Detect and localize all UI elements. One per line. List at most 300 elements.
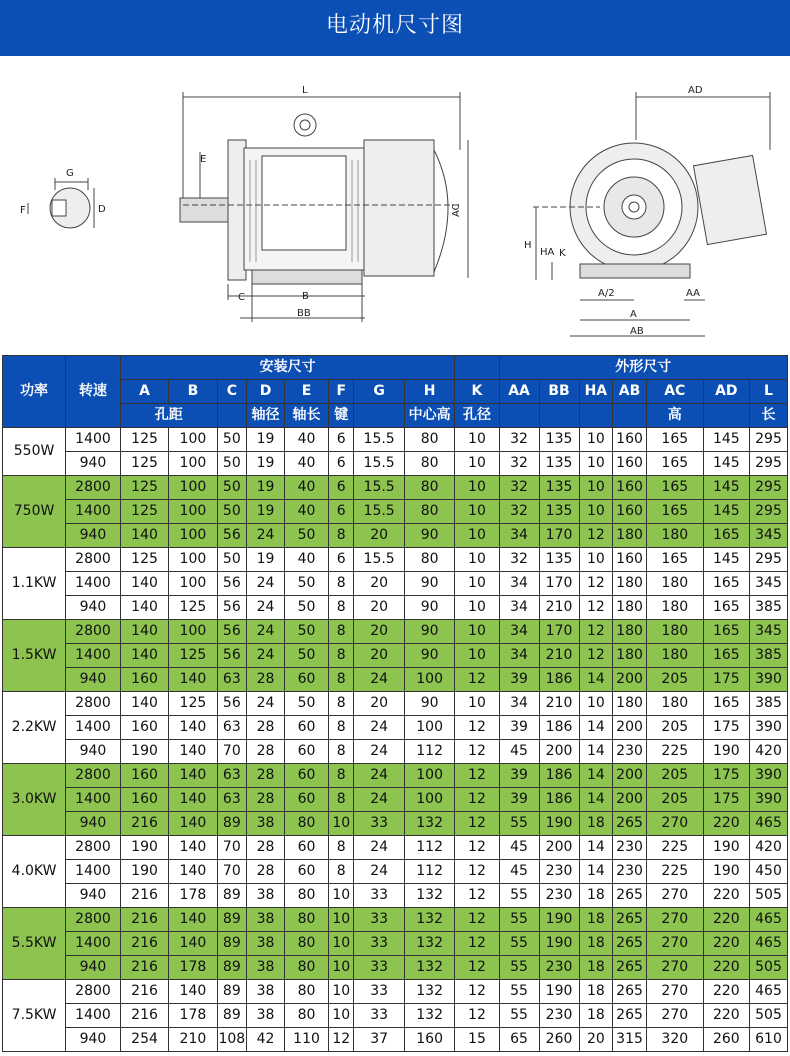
value-cell: 12 xyxy=(455,764,499,788)
value-cell: 165 xyxy=(703,644,749,668)
value-cell: 28 xyxy=(247,764,285,788)
value-cell: 140 xyxy=(120,644,168,668)
value-cell: 125 xyxy=(169,644,217,668)
value-cell: 420 xyxy=(749,740,787,764)
value-cell: 230 xyxy=(539,1004,579,1028)
table-row xyxy=(3,548,788,572)
value-cell: 55 xyxy=(499,980,539,1004)
value-cell: 18 xyxy=(579,956,613,980)
value-cell: 295 xyxy=(749,548,787,572)
value-cell: 33 xyxy=(354,908,405,932)
table-row xyxy=(3,620,788,644)
value-cell: 32 xyxy=(499,476,539,500)
table-row xyxy=(3,500,788,524)
value-cell: 165 xyxy=(646,548,703,572)
sub-zhongxingao: 中心高 xyxy=(404,404,455,428)
value-cell: 90 xyxy=(404,692,455,716)
value-cell: 89 xyxy=(217,1004,246,1028)
value-cell: 12 xyxy=(455,1004,499,1028)
table-row xyxy=(3,932,788,956)
sub-jian: 键 xyxy=(329,404,354,428)
header-install-size: 安装尺寸 xyxy=(120,356,455,380)
value-cell: 216 xyxy=(120,812,168,836)
value-cell: 345 xyxy=(749,620,787,644)
value-cell: 34 xyxy=(499,644,539,668)
value-cell: 28 xyxy=(247,740,285,764)
value-cell: 8 xyxy=(329,524,354,548)
sub-kongjing: 孔径 xyxy=(455,404,499,428)
value-cell: 12 xyxy=(455,908,499,932)
value-cell: 345 xyxy=(749,572,787,596)
value-cell: 100 xyxy=(404,788,455,812)
value-cell: 390 xyxy=(749,668,787,692)
value-cell: 10 xyxy=(455,500,499,524)
value-cell: 24 xyxy=(354,788,405,812)
power-cell: 5.5KW xyxy=(3,908,66,980)
value-cell: 165 xyxy=(703,524,749,548)
column-header-g: G xyxy=(354,380,405,404)
value-cell: 80 xyxy=(284,932,328,956)
value-cell: 216 xyxy=(120,932,168,956)
dim-label-c: C xyxy=(238,292,245,303)
value-cell: 145 xyxy=(703,452,749,476)
value-cell: 125 xyxy=(169,596,217,620)
motor-dimension-drawing xyxy=(0,56,790,354)
value-cell: 100 xyxy=(169,524,217,548)
value-cell: 90 xyxy=(404,620,455,644)
value-cell: 50 xyxy=(284,596,328,620)
value-cell: 8 xyxy=(329,716,354,740)
value-cell: 180 xyxy=(613,644,647,668)
table-row xyxy=(3,740,788,764)
value-cell: 6 xyxy=(329,452,354,476)
value-cell: 265 xyxy=(613,932,647,956)
value-cell: 24 xyxy=(247,524,285,548)
value-cell: 135 xyxy=(539,548,579,572)
value-cell: 12 xyxy=(455,716,499,740)
speed-cell: 1400 xyxy=(66,500,121,524)
value-cell: 50 xyxy=(284,524,328,548)
value-cell: 140 xyxy=(169,788,217,812)
value-cell: 56 xyxy=(217,596,246,620)
speed-cell: 1400 xyxy=(66,788,121,812)
table-row xyxy=(3,476,788,500)
shaft-section-view xyxy=(20,168,106,228)
value-cell: 260 xyxy=(539,1028,579,1052)
value-cell: 186 xyxy=(539,764,579,788)
value-cell: 55 xyxy=(499,812,539,836)
sub-zhouchang: 轴长 xyxy=(284,404,328,428)
table-row xyxy=(3,644,788,668)
value-cell: 34 xyxy=(499,524,539,548)
value-cell: 10 xyxy=(329,812,354,836)
column-header-f: F xyxy=(329,380,354,404)
value-cell: 220 xyxy=(703,884,749,908)
dim-label-b: B xyxy=(302,291,309,302)
value-cell: 265 xyxy=(613,1004,647,1028)
value-cell: 14 xyxy=(579,788,613,812)
value-cell: 180 xyxy=(646,596,703,620)
value-cell: 165 xyxy=(703,572,749,596)
value-cell: 186 xyxy=(539,668,579,692)
value-cell: 465 xyxy=(749,980,787,1004)
dim-label-a-half: A/2 xyxy=(598,288,615,299)
value-cell: 254 xyxy=(120,1028,168,1052)
column-header-a: A xyxy=(120,380,168,404)
value-cell: 160 xyxy=(120,716,168,740)
speed-cell: 940 xyxy=(66,596,121,620)
value-cell: 19 xyxy=(247,500,285,524)
table-row xyxy=(3,764,788,788)
value-cell: 160 xyxy=(404,1028,455,1052)
value-cell: 8 xyxy=(329,740,354,764)
value-cell: 190 xyxy=(539,812,579,836)
value-cell: 60 xyxy=(284,764,328,788)
table-row xyxy=(3,908,788,932)
value-cell: 190 xyxy=(120,836,168,860)
value-cell: 56 xyxy=(217,692,246,716)
value-cell: 32 xyxy=(499,500,539,524)
table-row xyxy=(3,860,788,884)
value-cell: 390 xyxy=(749,764,787,788)
column-header-e: E xyxy=(284,380,328,404)
value-cell: 56 xyxy=(217,572,246,596)
value-cell: 200 xyxy=(613,716,647,740)
value-cell: 45 xyxy=(499,836,539,860)
value-cell: 140 xyxy=(169,908,217,932)
value-cell: 180 xyxy=(646,620,703,644)
value-cell: 265 xyxy=(613,884,647,908)
table-row xyxy=(3,668,788,692)
value-cell: 6 xyxy=(329,548,354,572)
value-cell: 315 xyxy=(613,1028,647,1052)
sub-chang: 长 xyxy=(749,404,787,428)
speed-cell: 1400 xyxy=(66,716,121,740)
value-cell: 38 xyxy=(247,1004,285,1028)
value-cell: 220 xyxy=(703,812,749,836)
speed-cell: 2800 xyxy=(66,476,121,500)
table-row xyxy=(3,452,788,476)
speed-cell: 2800 xyxy=(66,980,121,1004)
value-cell: 50 xyxy=(284,572,328,596)
value-cell: 20 xyxy=(354,692,405,716)
speed-cell: 940 xyxy=(66,956,121,980)
value-cell: 19 xyxy=(247,548,285,572)
value-cell: 24 xyxy=(247,620,285,644)
speed-cell: 2800 xyxy=(66,764,121,788)
value-cell: 295 xyxy=(749,500,787,524)
header-outline-size: 外形尺寸 xyxy=(499,356,787,380)
value-cell: 140 xyxy=(120,692,168,716)
value-cell: 10 xyxy=(579,548,613,572)
sub-gao: 高 xyxy=(646,404,703,428)
value-cell: 180 xyxy=(613,524,647,548)
value-cell: 15 xyxy=(455,1028,499,1052)
table-row xyxy=(3,812,788,836)
value-cell: 20 xyxy=(354,644,405,668)
value-cell: 10 xyxy=(455,452,499,476)
value-cell: 145 xyxy=(703,476,749,500)
value-cell: 20 xyxy=(579,1028,613,1052)
value-cell: 60 xyxy=(284,740,328,764)
power-cell: 1.1KW xyxy=(3,548,66,620)
value-cell: 112 xyxy=(404,836,455,860)
page-title: 电动机尺寸图 xyxy=(0,0,790,56)
column-header-d: D xyxy=(247,380,285,404)
speed-cell: 1400 xyxy=(66,644,121,668)
header-speed: 转速 xyxy=(66,356,121,428)
value-cell: 60 xyxy=(284,668,328,692)
motor-front-view xyxy=(524,85,770,337)
value-cell: 230 xyxy=(613,860,647,884)
value-cell: 132 xyxy=(404,812,455,836)
motor-side-view xyxy=(180,85,468,322)
value-cell: 10 xyxy=(455,572,499,596)
value-cell: 180 xyxy=(613,620,647,644)
value-cell: 160 xyxy=(613,428,647,452)
value-cell: 40 xyxy=(284,452,328,476)
value-cell: 265 xyxy=(613,956,647,980)
value-cell: 270 xyxy=(646,932,703,956)
value-cell: 24 xyxy=(354,740,405,764)
value-cell: 295 xyxy=(749,476,787,500)
value-cell: 55 xyxy=(499,932,539,956)
value-cell: 140 xyxy=(169,980,217,1004)
dim-label-e: E xyxy=(200,154,207,165)
value-cell: 19 xyxy=(247,452,285,476)
value-cell: 24 xyxy=(247,692,285,716)
table-row xyxy=(3,596,788,620)
value-cell: 8 xyxy=(329,620,354,644)
value-cell: 140 xyxy=(169,860,217,884)
value-cell: 50 xyxy=(217,500,246,524)
value-cell: 132 xyxy=(404,932,455,956)
value-cell: 34 xyxy=(499,596,539,620)
value-cell: 230 xyxy=(539,860,579,884)
value-cell: 10 xyxy=(579,452,613,476)
value-cell: 15.5 xyxy=(354,500,405,524)
value-cell: 260 xyxy=(703,1028,749,1052)
value-cell: 100 xyxy=(404,668,455,692)
value-cell: 10 xyxy=(455,620,499,644)
value-cell: 55 xyxy=(499,884,539,908)
value-cell: 18 xyxy=(579,980,613,1004)
value-cell: 10 xyxy=(455,476,499,500)
value-cell: 125 xyxy=(120,428,168,452)
value-cell: 140 xyxy=(120,620,168,644)
value-cell: 65 xyxy=(499,1028,539,1052)
value-cell: 50 xyxy=(217,452,246,476)
value-cell: 19 xyxy=(247,476,285,500)
value-cell: 8 xyxy=(329,860,354,884)
value-cell: 112 xyxy=(404,740,455,764)
value-cell: 8 xyxy=(329,644,354,668)
value-cell: 10 xyxy=(455,548,499,572)
value-cell: 24 xyxy=(354,764,405,788)
value-cell: 140 xyxy=(120,524,168,548)
value-cell: 80 xyxy=(284,980,328,1004)
power-cell: 3.0KW xyxy=(3,764,66,836)
column-header-b: B xyxy=(169,380,217,404)
value-cell: 89 xyxy=(217,956,246,980)
value-cell: 45 xyxy=(499,860,539,884)
value-cell: 270 xyxy=(646,908,703,932)
column-header-ab: AB xyxy=(613,380,647,404)
value-cell: 225 xyxy=(646,836,703,860)
value-cell: 8 xyxy=(329,668,354,692)
value-cell: 20 xyxy=(354,596,405,620)
dim-label-h: H xyxy=(524,240,532,251)
value-cell: 38 xyxy=(247,932,285,956)
value-cell: 200 xyxy=(613,764,647,788)
value-cell: 210 xyxy=(539,596,579,620)
value-cell: 200 xyxy=(539,836,579,860)
value-cell: 145 xyxy=(703,548,749,572)
value-cell: 70 xyxy=(217,836,246,860)
value-cell: 15.5 xyxy=(354,452,405,476)
value-cell: 10 xyxy=(455,428,499,452)
value-cell: 270 xyxy=(646,884,703,908)
value-cell: 100 xyxy=(169,452,217,476)
value-cell: 60 xyxy=(284,860,328,884)
value-cell: 112 xyxy=(404,860,455,884)
dim-label-g: G xyxy=(66,168,74,179)
value-cell: 200 xyxy=(613,668,647,692)
value-cell: 100 xyxy=(169,548,217,572)
value-cell: 20 xyxy=(354,524,405,548)
value-cell: 450 xyxy=(749,860,787,884)
value-cell: 38 xyxy=(247,812,285,836)
value-cell: 90 xyxy=(404,572,455,596)
value-cell: 80 xyxy=(404,476,455,500)
value-cell: 38 xyxy=(247,980,285,1004)
value-cell: 170 xyxy=(539,572,579,596)
value-cell: 63 xyxy=(217,716,246,740)
value-cell: 55 xyxy=(499,1004,539,1028)
value-cell: 20 xyxy=(354,572,405,596)
value-cell: 28 xyxy=(247,668,285,692)
value-cell: 12 xyxy=(455,980,499,1004)
value-cell: 18 xyxy=(579,908,613,932)
value-cell: 230 xyxy=(613,836,647,860)
value-cell: 12 xyxy=(329,1028,354,1052)
table-row xyxy=(3,788,788,812)
value-cell: 175 xyxy=(703,668,749,692)
table-row xyxy=(3,524,788,548)
value-cell: 125 xyxy=(120,548,168,572)
value-cell: 33 xyxy=(354,1004,405,1028)
value-cell: 50 xyxy=(217,476,246,500)
value-cell: 205 xyxy=(646,716,703,740)
value-cell: 216 xyxy=(120,1004,168,1028)
value-cell: 216 xyxy=(120,908,168,932)
speed-cell: 2800 xyxy=(66,692,121,716)
speed-cell: 940 xyxy=(66,812,121,836)
value-cell: 34 xyxy=(499,572,539,596)
value-cell: 160 xyxy=(120,788,168,812)
value-cell: 200 xyxy=(613,788,647,812)
value-cell: 80 xyxy=(284,812,328,836)
value-cell: 45 xyxy=(499,740,539,764)
column-header-h: H xyxy=(404,380,455,404)
value-cell: 60 xyxy=(284,836,328,860)
value-cell: 80 xyxy=(284,956,328,980)
dim-label-a: A xyxy=(630,309,637,320)
value-cell: 180 xyxy=(646,572,703,596)
value-cell: 15.5 xyxy=(354,428,405,452)
value-cell: 175 xyxy=(703,788,749,812)
value-cell: 140 xyxy=(169,668,217,692)
value-cell: 50 xyxy=(217,548,246,572)
value-cell: 265 xyxy=(613,980,647,1004)
power-cell: 1.5KW xyxy=(3,620,66,692)
value-cell: 165 xyxy=(703,692,749,716)
value-cell: 14 xyxy=(579,836,613,860)
value-cell: 125 xyxy=(169,692,217,716)
value-cell: 100 xyxy=(169,476,217,500)
column-header-l: L xyxy=(749,380,787,404)
column-header-ac: AC xyxy=(646,380,703,404)
value-cell: 10 xyxy=(329,980,354,1004)
table-row xyxy=(3,956,788,980)
value-cell: 18 xyxy=(579,884,613,908)
value-cell: 10 xyxy=(455,644,499,668)
value-cell: 50 xyxy=(217,428,246,452)
value-cell: 12 xyxy=(455,788,499,812)
value-cell: 39 xyxy=(499,716,539,740)
value-cell: 90 xyxy=(404,596,455,620)
value-cell: 165 xyxy=(703,596,749,620)
dimension-table xyxy=(2,355,788,1052)
value-cell: 140 xyxy=(169,764,217,788)
value-cell: 100 xyxy=(404,764,455,788)
value-cell: 80 xyxy=(284,884,328,908)
speed-cell: 1400 xyxy=(66,572,121,596)
value-cell: 8 xyxy=(329,764,354,788)
value-cell: 40 xyxy=(284,500,328,524)
value-cell: 33 xyxy=(354,812,405,836)
value-cell: 505 xyxy=(749,884,787,908)
speed-cell: 1400 xyxy=(66,932,121,956)
value-cell: 40 xyxy=(284,428,328,452)
value-cell: 10 xyxy=(579,500,613,524)
value-cell: 270 xyxy=(646,1004,703,1028)
value-cell: 56 xyxy=(217,644,246,668)
value-cell: 390 xyxy=(749,788,787,812)
value-cell: 14 xyxy=(579,668,613,692)
value-cell: 38 xyxy=(247,884,285,908)
value-cell: 225 xyxy=(646,740,703,764)
value-cell: 8 xyxy=(329,572,354,596)
value-cell: 12 xyxy=(455,932,499,956)
value-cell: 180 xyxy=(613,692,647,716)
value-cell: 205 xyxy=(646,764,703,788)
value-cell: 6 xyxy=(329,476,354,500)
value-cell: 170 xyxy=(539,620,579,644)
table-row xyxy=(3,428,788,452)
value-cell: 165 xyxy=(646,476,703,500)
value-cell: 125 xyxy=(120,452,168,476)
power-cell: 7.5KW xyxy=(3,980,66,1052)
value-cell: 24 xyxy=(247,572,285,596)
value-cell: 225 xyxy=(646,860,703,884)
value-cell: 18 xyxy=(579,932,613,956)
value-cell: 230 xyxy=(539,884,579,908)
value-cell: 32 xyxy=(499,548,539,572)
value-cell: 10 xyxy=(329,1004,354,1028)
column-header-c: C xyxy=(217,380,246,404)
value-cell: 10 xyxy=(455,596,499,620)
